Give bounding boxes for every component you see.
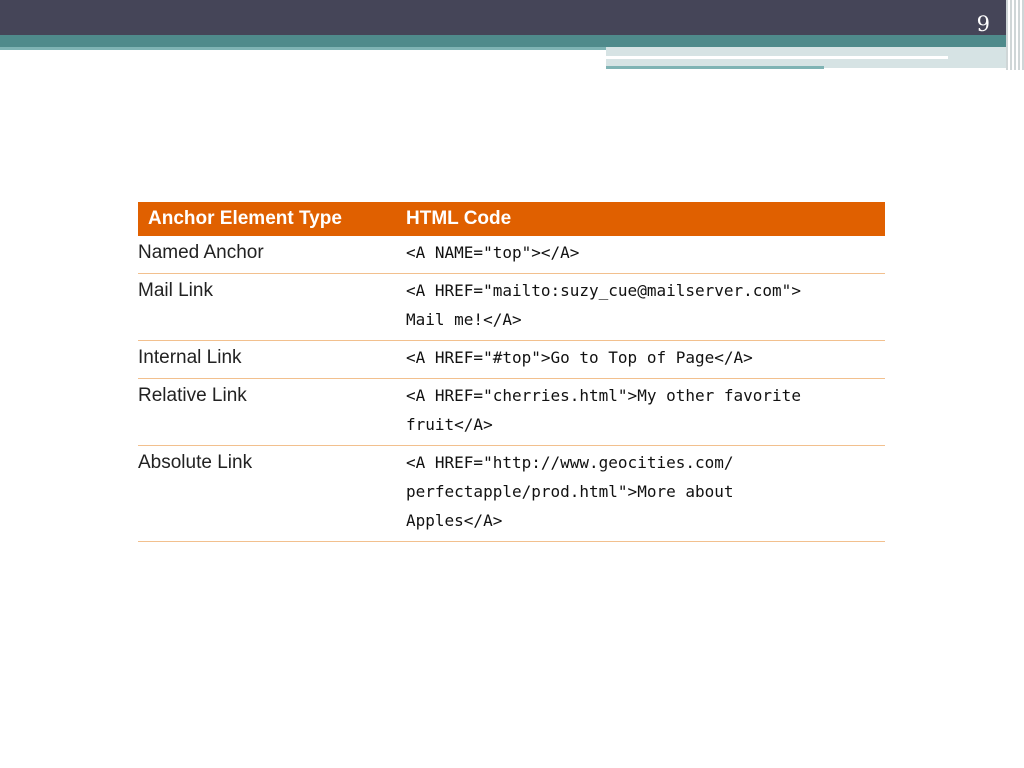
header-decor-stripes: [1006, 0, 1024, 70]
code-line: <A HREF="http://www.geocities.com/: [406, 453, 734, 472]
html-code-cell: [394, 341, 885, 379]
table-row: [138, 274, 885, 341]
table-row: [138, 379, 885, 446]
slide-number: 9: [976, 12, 990, 36]
code-line: Mail me!</A>: [406, 310, 522, 329]
code-line: fruit</A>: [406, 415, 493, 434]
table-header-row: [138, 202, 885, 236]
code-line: <A HREF="cherries.html">My other favorite: [406, 386, 801, 405]
html-code-cell: [394, 379, 885, 446]
anchor-type-cell: Mail Link: [138, 274, 394, 341]
anchor-type-cell: Internal Link: [138, 341, 394, 379]
header-decor-line: [606, 56, 948, 59]
table-row: [138, 236, 885, 274]
anchor-type-cell: Relative Link: [138, 379, 394, 446]
html-code-cell: [394, 236, 885, 274]
header-band: [0, 0, 1024, 35]
header-accent-line: [0, 47, 606, 50]
table-row: [138, 341, 885, 379]
anchor-table: [138, 202, 885, 542]
code-line: <A HREF="mailto:suzy_cue@mailserver.com">: [406, 281, 801, 300]
code-line: perfectapple/prod.html">More about: [406, 482, 734, 501]
table-row: [138, 446, 885, 542]
column-header-code: HTML Code: [394, 202, 885, 236]
code-line: <A NAME="top"></A>: [406, 243, 580, 262]
header-decor-line: [606, 66, 824, 69]
column-header-type: Anchor Element Type: [138, 202, 394, 236]
code-line: <A HREF="#top">Go to Top of Page</A>: [406, 348, 753, 367]
html-code-cell: [394, 446, 885, 542]
header-accent-band: [0, 35, 1024, 47]
anchor-type-cell: Named Anchor: [138, 236, 394, 274]
anchor-type-cell: Absolute Link: [138, 446, 394, 542]
html-code-cell: [394, 274, 885, 341]
code-line: Apples</A>: [406, 511, 503, 530]
